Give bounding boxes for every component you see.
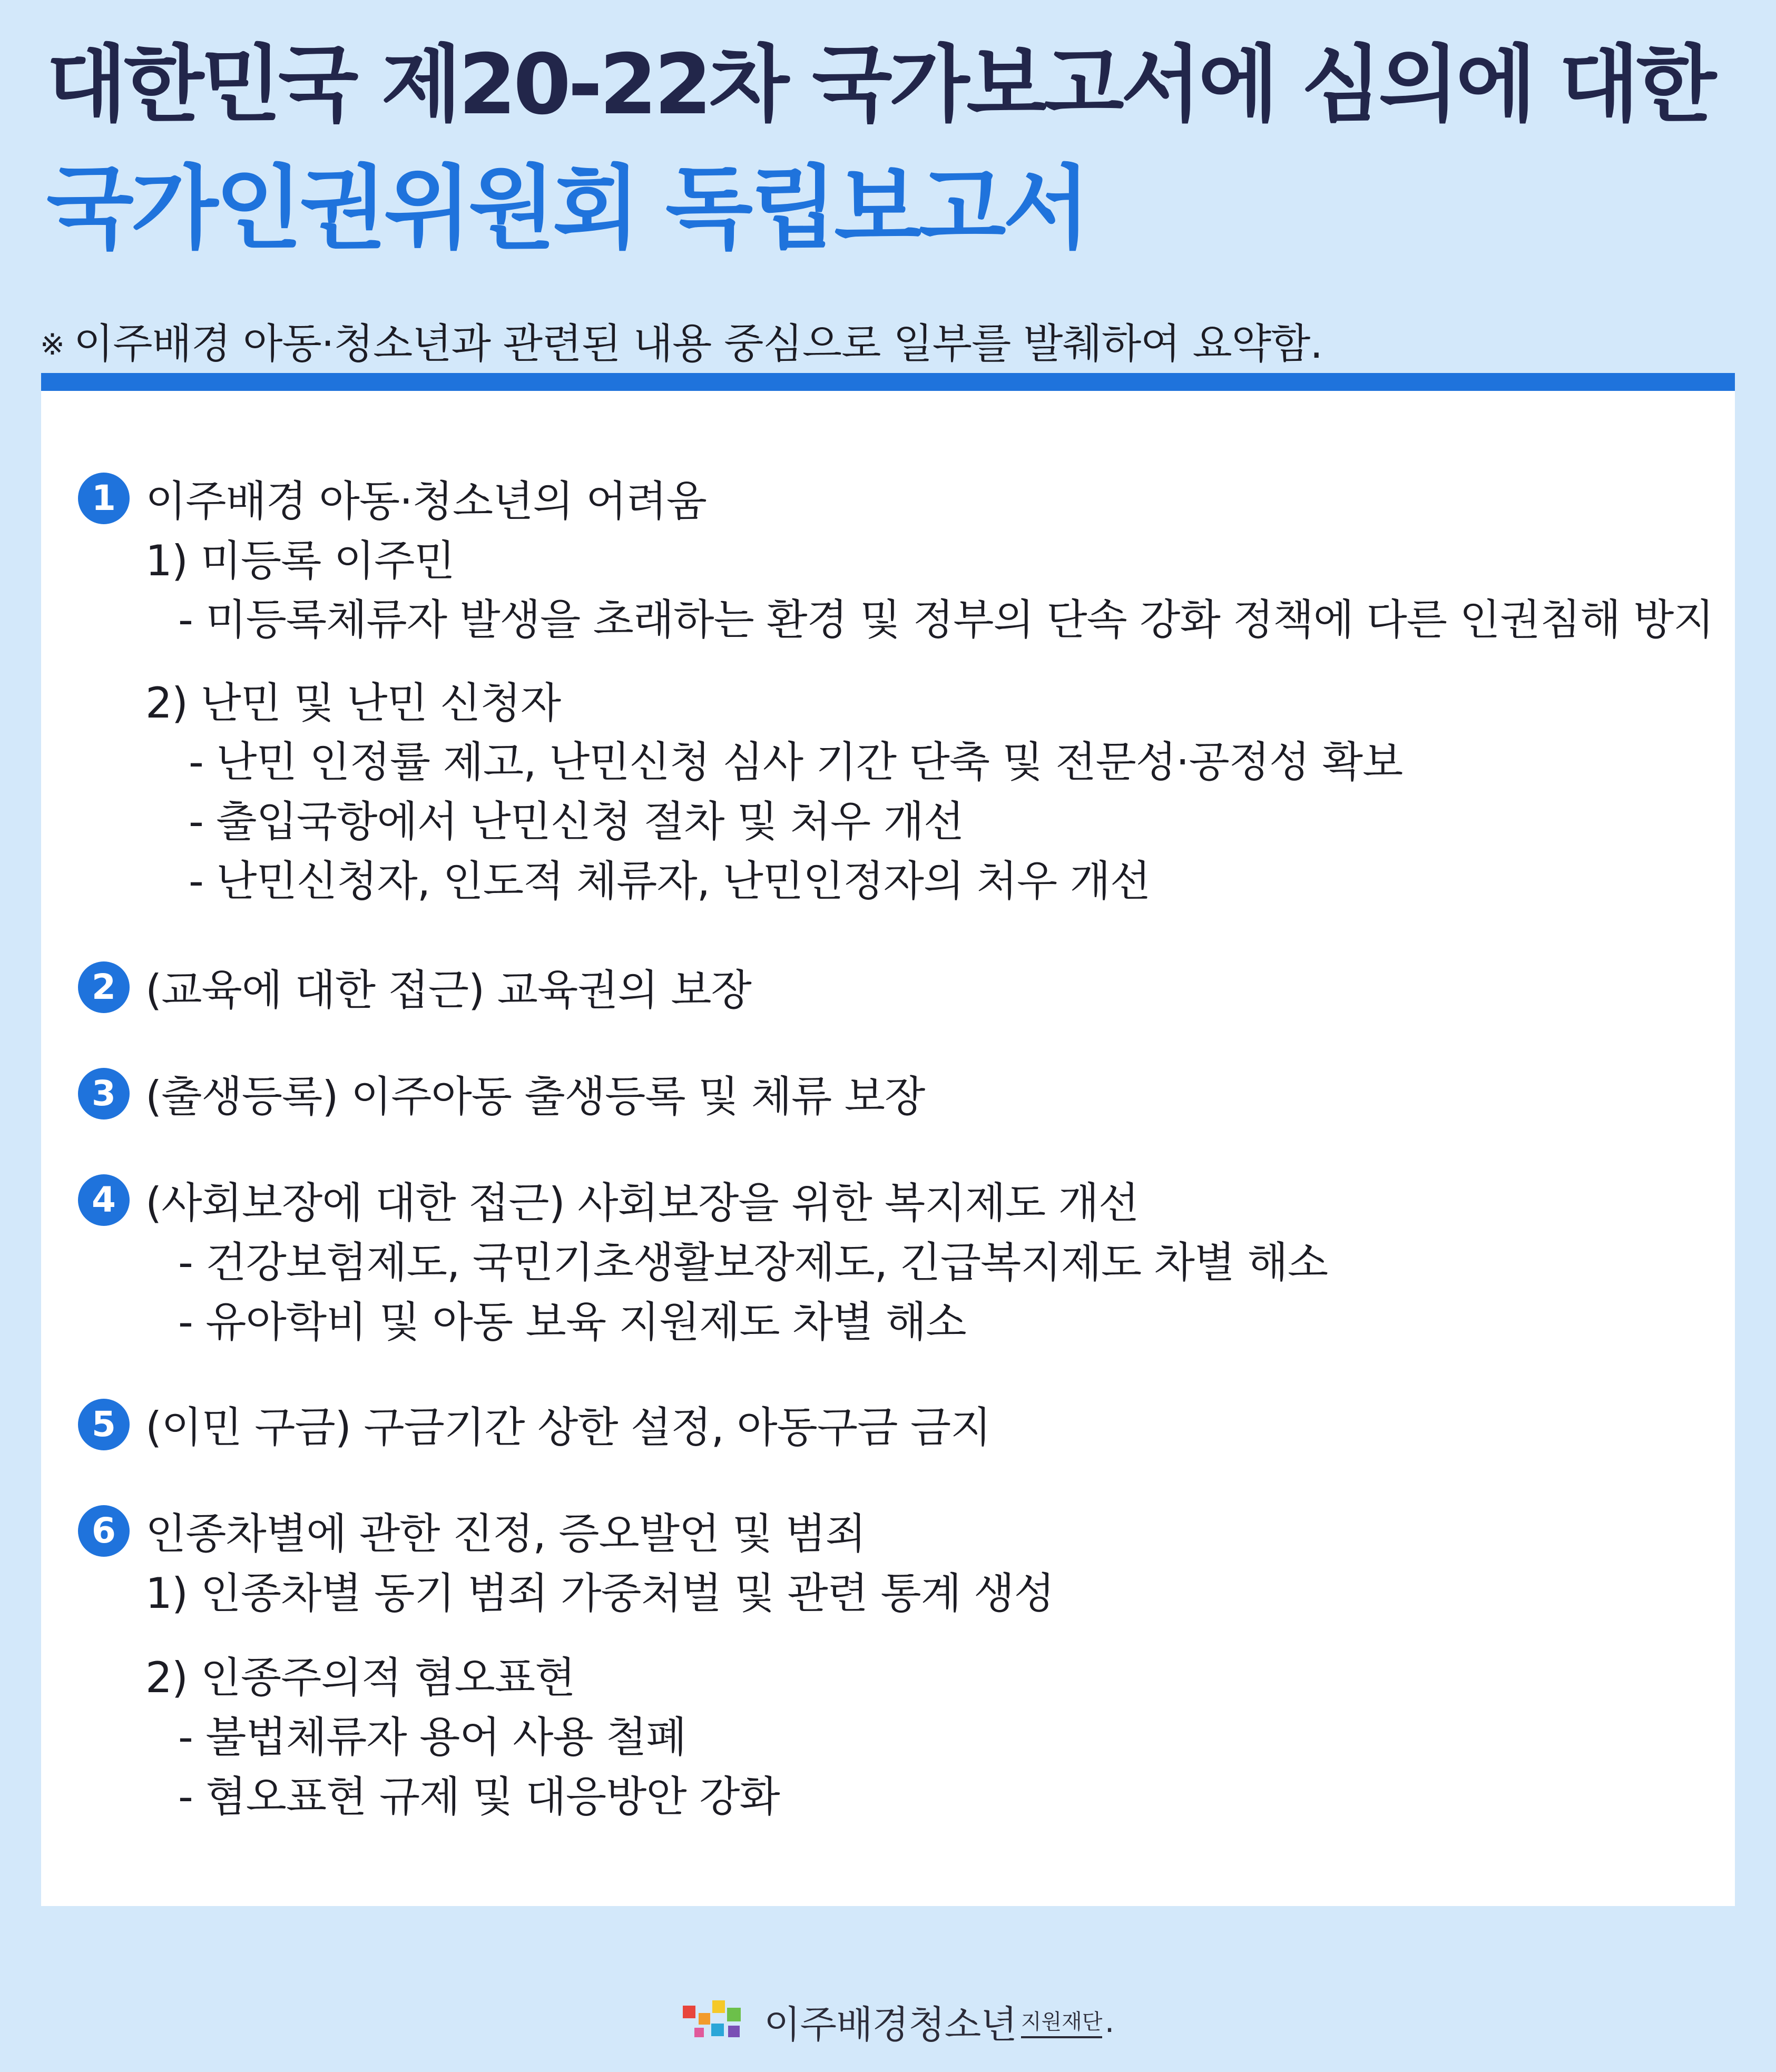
section-1-sub-2-bullet-1: - 난민 인정률 제고, 난민신청 심사 기간 단축 및 전문성·공정성 확보: [189, 738, 1403, 787]
main-title-line2: 국가인권위원회 독립보고서: [46, 155, 1087, 261]
section-6-sub-1-title: 1) 인종차별 동기 범죄 가중처벌 및 관련 통계 생성: [145, 1569, 1054, 1618]
content-card: [41, 391, 1735, 1906]
section-4-title: (사회보장에 대한 접근) 사회보장을 위한 복지제도 개선: [145, 1179, 1139, 1228]
section-6-sub-2-bullet-1: - 불법체류자 용어 사용 철폐: [178, 1713, 686, 1762]
note-mark-icon: ※: [40, 328, 64, 362]
divider-bar: [41, 373, 1735, 391]
number-badge-icon: 5: [78, 1399, 130, 1450]
section-4-bullet-1: - 건강보험제도, 국민기초생활보장제도, 긴급복지제도 차별 해소: [178, 1238, 1328, 1287]
number-badge-icon: 6: [78, 1505, 130, 1557]
section-2-title: (교육에 대한 접근) 교육권의 보장: [145, 966, 751, 1015]
foundation-suffix: 지원재단: [1021, 2005, 1103, 2038]
section-3-title: (출생등록) 이주아동 출생등록 및 체류 보장: [145, 1072, 925, 1121]
foundation-name: 이주배경청소년: [764, 2002, 1017, 2047]
section-1-title: 이주배경 아동·청소년의 어려움: [145, 477, 707, 526]
footer: [683, 1998, 1115, 2045]
section-4-bullet-2: - 유아학비 및 아동 보육 지원제도 차별 해소: [178, 1298, 966, 1347]
summary-note: [40, 311, 1322, 370]
section-6-sub-2-bullet-2: - 혐오표현 규제 및 대응방안 강화: [178, 1772, 780, 1821]
number-badge-icon: 2: [78, 961, 130, 1013]
section-6-title: 인종차별에 관한 진정, 증오발언 및 범죄: [145, 1509, 866, 1558]
number-badge-icon: 1: [78, 473, 130, 524]
summary-note-text: 이주배경 아동·청소년과 관련된 내용 중심으로 일부를 발췌하여 요약함.: [73, 320, 1323, 368]
number-badge-icon: 4: [78, 1174, 130, 1226]
section-1-sub-2-title: 2) 난민 및 난민 신청자: [145, 679, 561, 728]
foundation-dot: .: [1104, 2003, 1115, 2040]
section-1-sub-2-bullet-3: - 난민신청자, 인도적 체류자, 난민인정자의 처우 개선: [189, 857, 1151, 906]
section-6-sub-2-title: 2) 인종주의적 혐오표현: [145, 1653, 575, 1702]
section-1-sub-1-bullet-1: - 미등록체류자 발생을 초래하는 환경 및 정부의 단속 강화 정책에 다른 인권침해 방지: [178, 595, 1714, 644]
number-badge-icon: 3: [78, 1068, 130, 1120]
main-title-line1: 대한민국 제20-22차 국가보고서에 심의에 대한: [46, 36, 1714, 133]
section-1-sub-2-bullet-2: - 출입국항에서 난민신청 절차 및 처우 개선: [189, 797, 964, 846]
section-1-sub-1-title: 1) 미등록 이주민: [145, 536, 455, 585]
foundation-logo-icon: [683, 2000, 751, 2042]
section-5-title: (이민 구금) 구금기간 상한 설정, 아동구금 금지: [145, 1403, 991, 1452]
